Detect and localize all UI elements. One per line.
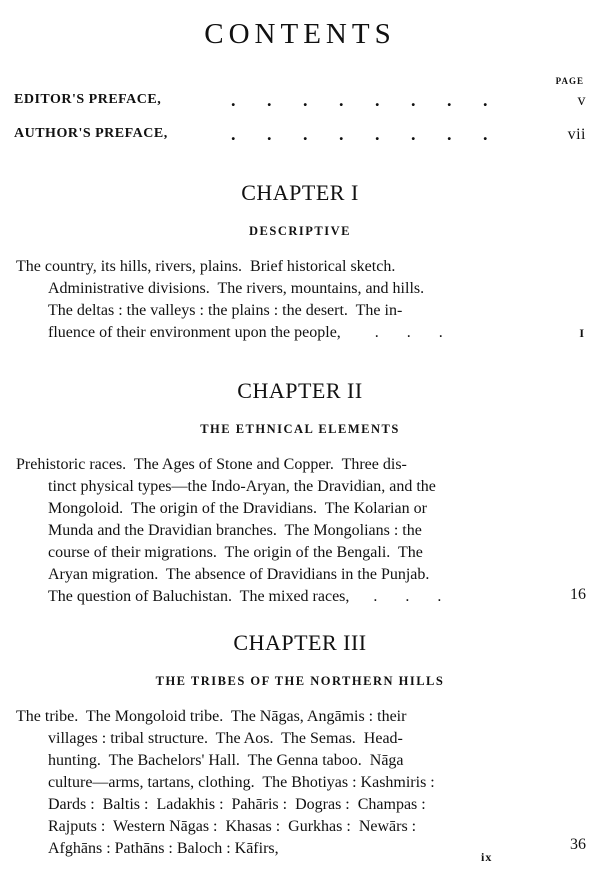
chapter-3-page-number: 36 [570,836,586,853]
toc-page-number: vii [567,126,586,143]
summary-line: tinct physical types—the Indo-Aryan, the Dravidian, and the [48,478,436,495]
chapter-2-subtitle: THE ETHNICAL ELEMENTS [200,422,400,436]
chapter-1-summary[interactable] [16,256,443,344]
leader-dots: . . . . . . . . [231,124,488,144]
chapter-1-page-number: I [579,326,584,340]
summary-line: fluence of their environment upon the people, [48,324,341,341]
toc-page-number: v [577,92,586,109]
chapter-2-title: CHAPTER II [237,378,363,403]
chapter-2-summary[interactable] [16,454,441,608]
summary-line: Afghāns : Pathāns : Baloch : Kāfirs, [48,840,279,857]
summary-line: Mongoloid. The origin of the Dravidians. The Kolarian or [48,500,427,517]
summary-line: The tribe. The Mongoloid tribe. The Nāgas, Angāmis : their [16,708,407,725]
summary-line: hunting. The Bachelors' Hall. The Genna taboo. Nāga [48,752,404,769]
summary-line: Munda and the Dravidian branches. The Mongolians : the [48,522,422,539]
leader-dots: . . . . . . . . [231,90,488,110]
summary-line: The country, its hills, rivers, plains. Brief historical sketch. [16,258,396,275]
toc-entry-label: EDITOR'S PREFACE, [14,92,162,107]
summary-line: course of their migrations. The origin of the Bengali. The [48,544,423,561]
toc-entry-authors-preface[interactable] [14,126,586,148]
summary-line: culture—arms, tartans, clothing. The Bhotiyas : Kashmiris : [48,774,435,791]
toc-entry-editors-preface[interactable] [14,92,586,114]
summary-line: Dards : Baltis : Ladakhis : Pahāris : Dogras : Champas : [48,796,426,813]
chapter-2-page-number: 16 [570,586,586,603]
leader-dots: . . . [374,324,443,341]
leader-dots: . . . [373,588,442,605]
chapter-3-title: CHAPTER III [233,630,367,655]
page-title: CONTENTS [204,18,396,50]
chapter-3-subtitle: THE TRIBES OF THE NORTHERN HILLS [155,674,445,688]
folio-page-number: ix [481,850,493,864]
summary-line: villages : tribal structure. The Aos. The Semas. Head- [48,730,403,747]
summary-line: Rajputs : Western Nāgas : Khasas : Gurkhas : Newārs : [48,818,417,835]
chapter-1-title: CHAPTER I [241,180,359,205]
summary-line: The deltas : the valleys : the plains : the desert. The in- [48,302,403,319]
toc-entry-label: AUTHOR'S PREFACE, [14,126,168,141]
page-column-label: PAGE [555,76,584,86]
chapter-1-subtitle: DESCRIPTIVE [249,224,351,238]
summary-line: Prehistoric races. The Ages of Stone and Copper. Three dis- [16,456,407,473]
summary-line: Aryan migration. The absence of Dravidians in the Punjab. [48,566,430,583]
summary-line: The question of Baluchistan. The mixed races, [48,588,350,605]
summary-line: Administrative divisions. The rivers, mountains, and hills. [48,280,425,297]
chapter-3-summary[interactable] [16,706,435,860]
